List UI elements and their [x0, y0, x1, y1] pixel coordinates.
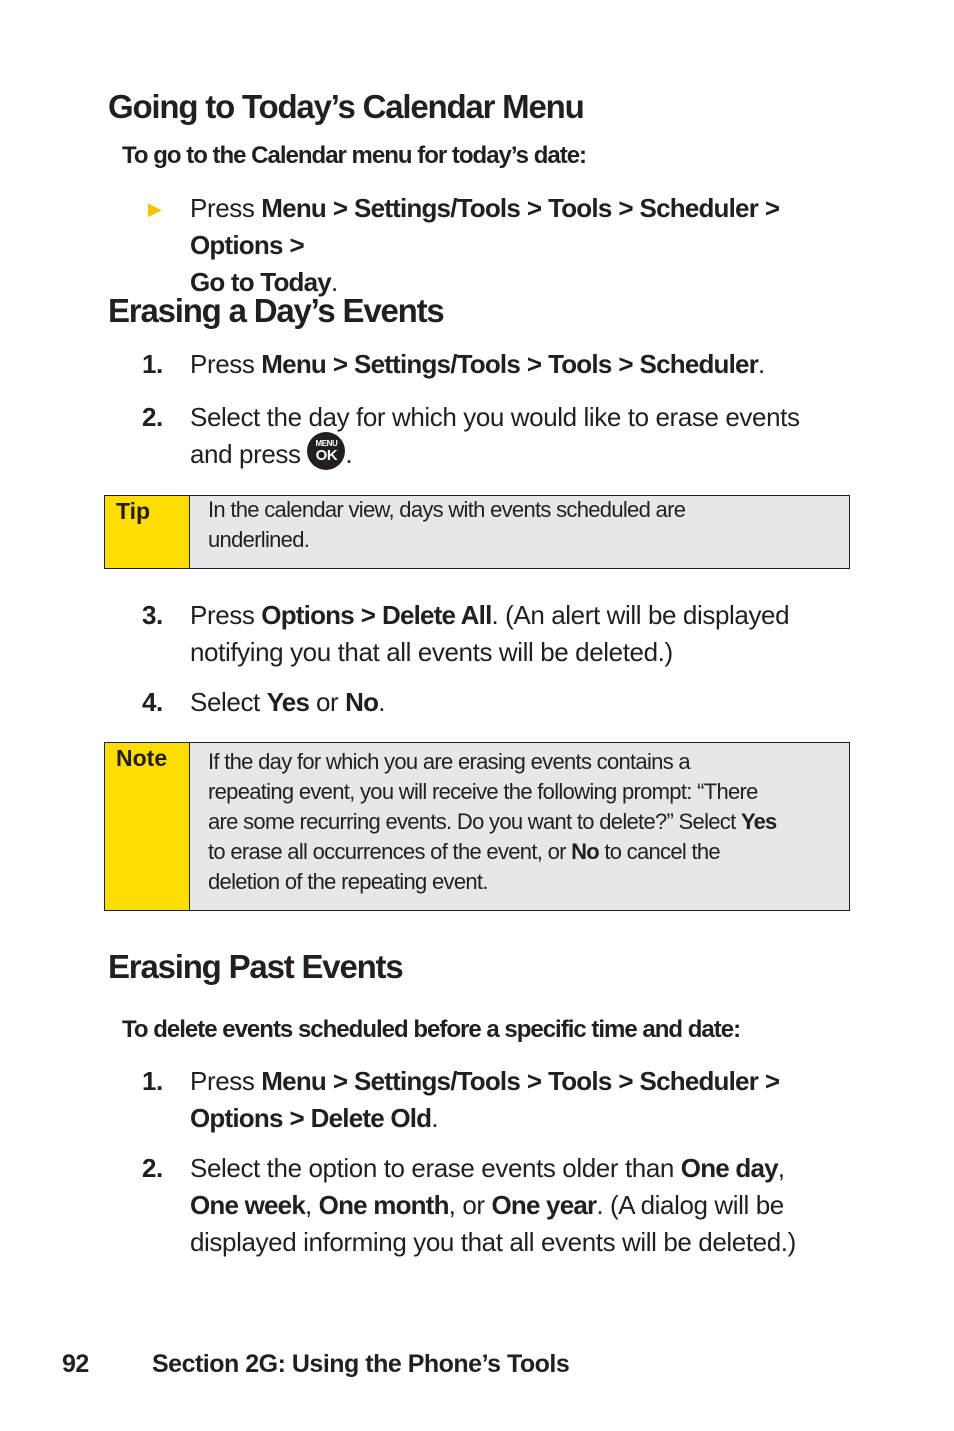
option-one-week: One week — [190, 1190, 305, 1220]
menu-path-menu: Menu — [261, 349, 326, 379]
step-text: and press — [190, 439, 301, 469]
note-line: to erase all occurrences of the event, or — [208, 839, 566, 864]
tip-label: Tip — [105, 496, 190, 568]
menu-path-menu: Menu — [261, 193, 326, 223]
option-one-month: One month — [318, 1190, 449, 1220]
menu-path-delete-old: Delete Old — [310, 1103, 432, 1133]
option-one-year: One year — [491, 1190, 597, 1220]
press-text: Press — [190, 1066, 255, 1096]
lead-erasing-past-events: To delete events scheduled before a specific time and date: — [122, 1016, 741, 1043]
triangle-bullet-icon: ▶ — [148, 199, 162, 219]
heading-erasing-past-events: Erasing Past Events — [108, 948, 403, 985]
note-line: to cancel the — [604, 839, 720, 864]
menu-path-settings-tools: Settings/Tools — [354, 1066, 521, 1096]
note-line: repeating event, you will receive the following prompt: “There — [208, 779, 758, 804]
menu-path-options: Options — [190, 1103, 283, 1133]
note-label: Note — [105, 743, 190, 910]
menu-path-tools: Tools — [548, 193, 612, 223]
press-text: Press — [190, 193, 255, 223]
step-text: . (A dialog will be — [596, 1190, 784, 1220]
section-footer: Section 2G: Using the Phone’s Tools — [152, 1350, 570, 1378]
menu-path-delete-all: Delete All — [381, 600, 492, 630]
page-number: 92 — [62, 1350, 89, 1378]
tip-line: underlined. — [208, 527, 310, 552]
option-one-day: One day — [680, 1153, 778, 1183]
press-text: Press — [190, 349, 255, 379]
step-text: displayed informing you that all events will be deleted.) — [190, 1227, 796, 1257]
menu-path-menu: Menu — [261, 1066, 326, 1096]
step-number: 1. — [142, 1066, 163, 1096]
note-body — [208, 747, 835, 897]
menu-path-scheduler: Scheduler — [639, 349, 759, 379]
menu-path-settings-tools: Settings/Tools — [354, 349, 521, 379]
menu-path-settings-tools: Settings/Tools — [354, 193, 521, 223]
step-text: Select the option to erase events older than — [190, 1153, 674, 1183]
step-number: 3. — [142, 600, 163, 630]
menu-path-scheduler: Scheduler — [639, 1066, 759, 1096]
tip-line: In the calendar view, days with events scheduled are — [208, 497, 686, 522]
press-text: Press — [190, 600, 255, 630]
step-number: 1. — [142, 349, 163, 379]
note-option-no: No — [571, 839, 599, 864]
note-box — [104, 742, 850, 911]
tip-body — [208, 495, 835, 555]
step-text: . (An alert will be displayed — [491, 600, 790, 630]
menu-path-go-to-today: Go to Today — [190, 267, 331, 297]
tip-box — [104, 495, 850, 569]
heading-erasing-days-events: Erasing a Day’s Events — [108, 292, 444, 329]
heading-going-to-today: Going to Today’s Calendar Menu — [108, 88, 584, 125]
note-line: are some recurring events. Do you want to delete?” Select — [208, 809, 736, 834]
menu-path-tools: Tools — [548, 349, 612, 379]
step-number: 2. — [142, 402, 163, 432]
lead-going-to-today: To go to the Calendar menu for today’s date: — [122, 142, 587, 169]
option-yes: Yes — [266, 687, 310, 717]
note-option-yes: Yes — [740, 809, 777, 834]
note-line: deletion of the repeating event. — [208, 869, 488, 894]
step-text: , or — [448, 1190, 485, 1220]
step-number: 2. — [142, 1153, 163, 1183]
step-text: or — [315, 687, 339, 717]
menu-path-options: Options — [190, 230, 283, 260]
menu-path-tools: Tools — [548, 1066, 612, 1096]
menu-ok-key-icon: MENU OK — [307, 432, 345, 470]
option-no: No — [345, 687, 379, 717]
menu-path-options: Options — [261, 600, 354, 630]
step-text: Select — [190, 687, 260, 717]
menu-path-scheduler: Scheduler — [639, 193, 759, 223]
step-text: notifying you that all events will be deleted.) — [190, 637, 673, 667]
step-text: Select the day for which you would like to erase events — [190, 402, 800, 432]
note-line: If the day for which you are erasing events contains a — [208, 749, 690, 774]
step-number: 4. — [142, 687, 163, 717]
